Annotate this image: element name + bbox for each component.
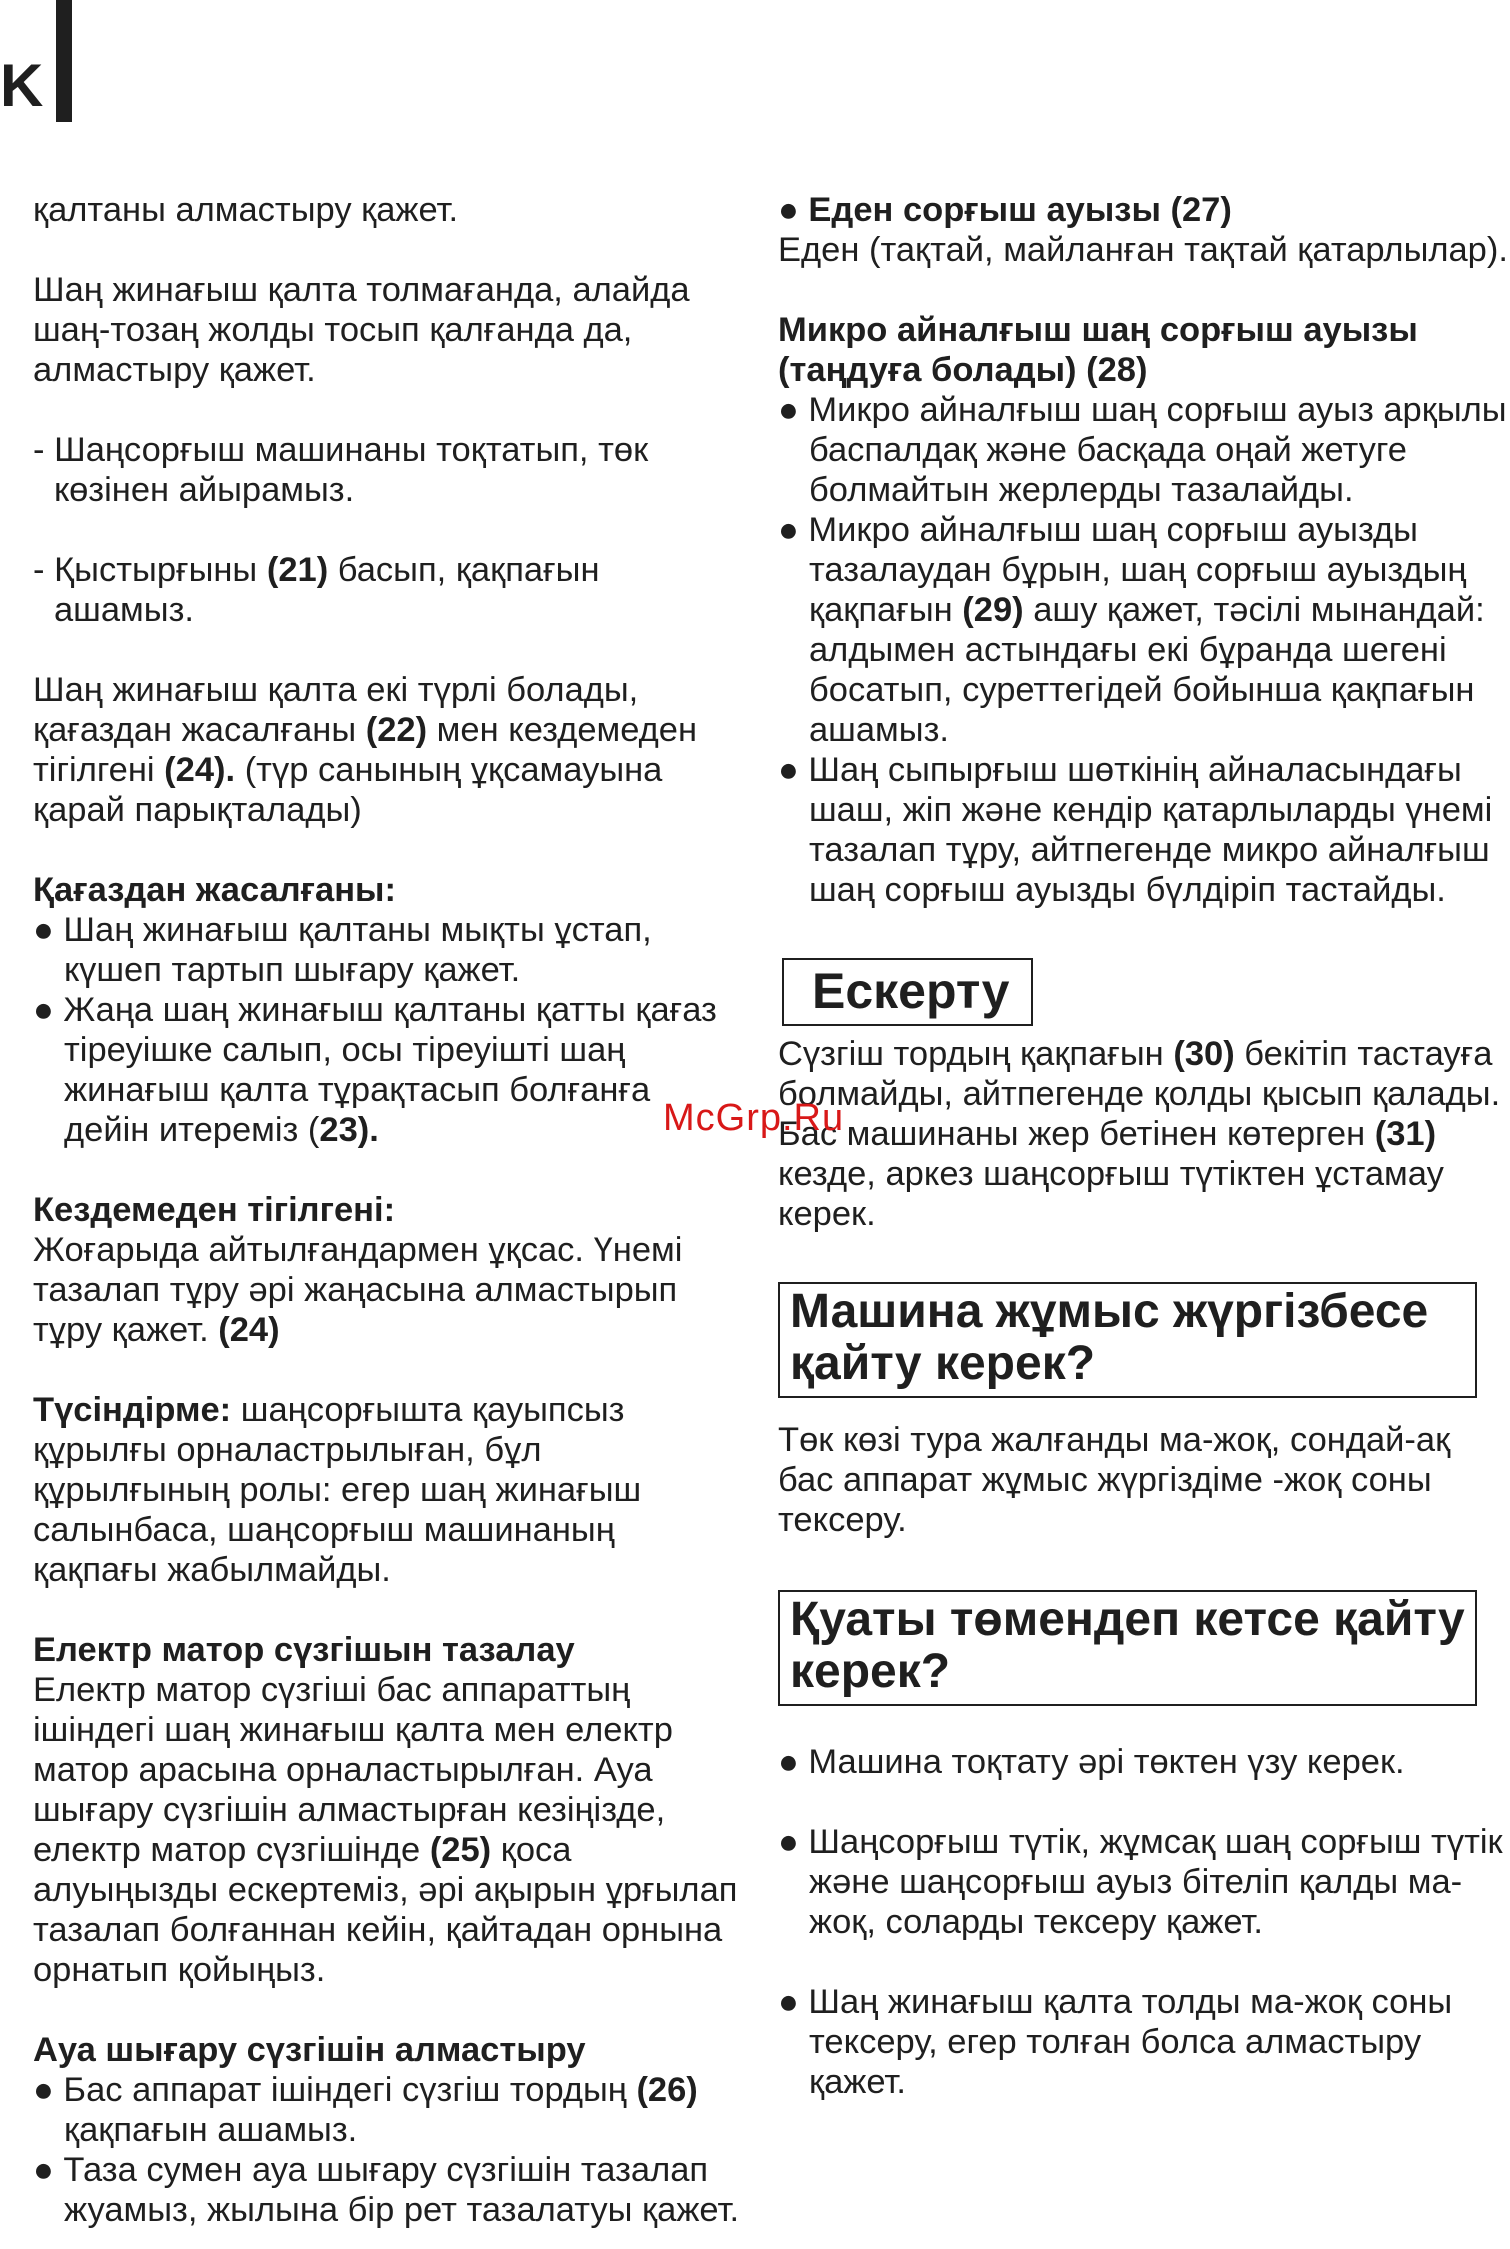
watermark: McGrp.Ru [663,1097,845,1139]
paragraph-bag-types: Шаң жинағыш қалта екі түрлі болады, қағаздан жасалғаны (22) мен кездемеден тігілгені (24). (түр санының ұқсамауына қарай парықталады) [33,671,698,829]
step-unplug: - Шаңсорғыш машинаны тоқтатып, төк көзінен айырамыз. [33,431,649,509]
bullet-check-bag: ● Шаң жинағыш қалта толды ма-жоқ соны тексеру, егер толған болса алмастыру қажет. [778,1983,1453,2101]
bullet-paper-insert: ● Жаңа шаң жинағыш қалтаны қатты қағаз тіреуішке салып, осы тіреуішті шаң жинағыш қалта тұрақтасып болғанға дейін итереміз (23). [33,991,717,1149]
heading-paper-bag: Қағаздан жасалғаны: [33,871,397,909]
step-open-lid: - Қыстырғыны (21) басып, қақпағын ашамыз. [33,551,600,629]
heading-floor-nozzle: ● Еден сорғыш ауызы (27) [778,191,1232,229]
paragraph-safety-note: Түсіндірме: шаңсорғышта қауыпсыз құрылғы орналастрылыған, бұл құрылғының ролы: егер шаң жинағыш салынбаса, шаңсорғыш машинаның қақпағы жабылмайды. [33,1391,642,1589]
right-column [778,190,1508,2102]
left-column [33,190,743,2230]
language-marker: K [0,52,44,119]
language-marker-bar [56,0,72,122]
bullet-paper-remove: ● Шаң жинағыш қалтаны мықты ұстап, күшеп тартып шығару қажет. [33,911,652,989]
paragraph-cloth-bag: Жоғарыда айтылғандармен ұқсас. Үнемі тазалап тұру әрі жаңасына алмастырып тұру қажет. (24) [33,1231,683,1349]
paragraph-motor-filter: Електр матор сүзгіші бас аппараттың ішіндегі шаң жинағыш қалта мен електр матор арасына орналастырылған. Ауа шығару сүзгішін алмастырған кезіңізде, електр матор сүзгішінде (25) қоса алуыңызды ескертеміз, әрі ақырын ұрғылап тазалап болғаннан кейін, қайтадан орнына орнатып қойыңыз. [33,1671,738,1989]
question-low-power: Қуаты төмендеп кетсе қайту керек? [778,1590,1477,1706]
paragraph-blocked-bag: Шаң жинағыш қалта толмағанда, алайда шаң-тозаң жолды тосып қалғанда да, алмастыру қажет. [33,271,690,389]
bullet-micro-stairs: ● Микро айналғыш шаң сорғыш ауыз арқылы баспалдақ және басқада оңай жетуге болмайтын жерлерды тазалайды. [778,391,1507,509]
heading-micro-nozzle: Микро айналғыш шаң сорғыш ауызы (таңдуға болады) (28) [778,311,1418,389]
bullet-exhaust-wash: ● Таза сумен ауа шығару сүзгішін тазалап жуамыз, жылына бір рет тазалатуы қажет. [33,2151,740,2229]
bullet-micro-open: ● Микро айналғыш шаң сорғыш ауызды тазалаудан бұрын, шаң сорғыш ауыздың қақпағын (29) ашу қажет, тәсілі мынандай: алдымен астындағы екі бұранда шегені босатып, суреттегідей бойынша қақпағын ашамыз. [778,511,1485,749]
heading-cloth-bag: Кездемеден тігілгені: [33,1191,396,1229]
bullet-micro-brush: ● Шаң сыпырғыш шөткінің айналасындағы шаш, жіп және кендір қатарлыларды үнемі тазалап тұру, айтпегенде микро айналғыш шаң сорғыш ауызды бүлдіріп тастайды. [778,751,1493,909]
question-not-working: Машина жұмыс жүргізбесе қайту керек? [778,1282,1477,1398]
bullet-stop-unplug: ● Машина тоқтату әрі төктен үзу керек. [778,1743,1405,1781]
paragraph-replace-bag: қалтаны алмастыру қажет. [33,191,459,229]
warning-title: Ескерту [782,958,1033,1026]
heading-motor-filter: Електр матор сүзгішын тазалау [33,1631,575,1669]
bullet-exhaust-open: ● Бас аппарат ішіндегі сүзгіш тордың (26) қақпағын ашамыз. [33,2071,698,2149]
bullet-check-hoses: ● Шаңсорғыш түтік, жұмсақ шаң сорғыш түтік және шаңсорғыш ауыз бітеліп қалды ма-жоқ, соларды тексеру қажет. [778,1823,1503,1941]
paragraph-warning-lid: Сүзгіш тордың қақпағын (30) бекітіп тастауға болмайды, айтпегенде қолды қысып қалады. [778,1035,1501,1113]
heading-exhaust-filter: Ауа шығару сүзгішін алмастыру [33,2031,586,2069]
paragraph-floor-nozzle: Еден (тақтай, майланған тақтай қатарлылар). [778,231,1508,269]
paragraph-warning-lift: Бас машинаны жер бетінен көтерген (31) кезде, аркез шаңсорғыш түтіктен ұстамау керек. [778,1115,1444,1233]
paragraph-not-working: Төк көзі тура жалғанды ма-жоқ, сондай-ақ бас аппарат жұмыс жүргіздіме -жоқ соны тексеру. [778,1421,1451,1539]
